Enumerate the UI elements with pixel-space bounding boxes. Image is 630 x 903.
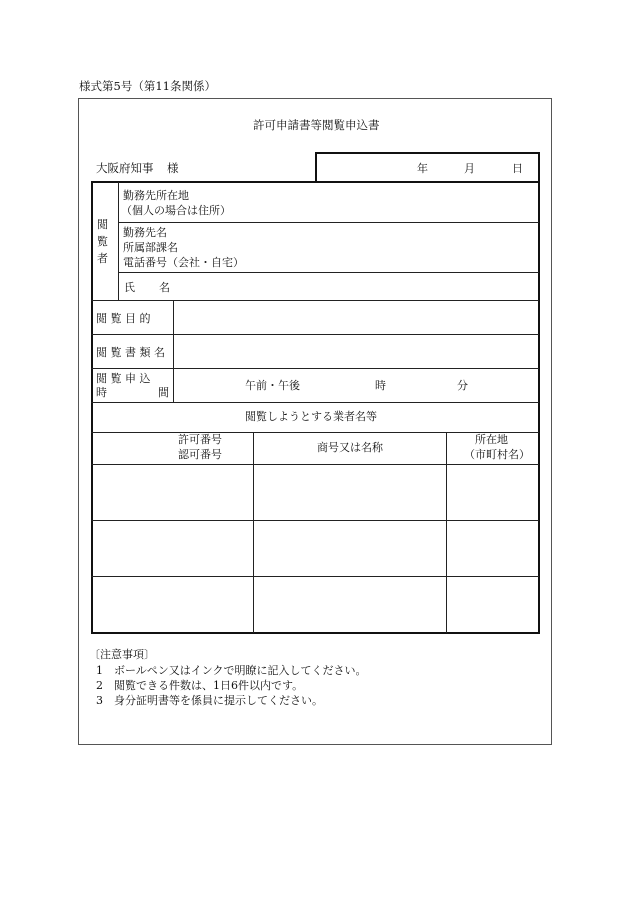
row-line-addressee: [91, 181, 540, 183]
col-license-number-2: 認可番号: [178, 448, 222, 461]
reader-label-divider: [118, 182, 119, 300]
note-2-text: 閲覧できる件数は、1日6件以内です。: [114, 679, 304, 692]
date-month: 月: [464, 162, 475, 175]
date-year: 年: [417, 162, 428, 175]
row-line-company-2: [91, 576, 539, 577]
note-1-number: 1: [96, 664, 103, 677]
table-top-right: [316, 152, 540, 154]
note-3-text: 身分証明書等を係員に提示してください。: [114, 694, 323, 707]
time-minute: 分: [457, 379, 468, 392]
note-1-text: ボールペン又はインクで明瞭に記入してください。: [114, 664, 367, 677]
name-label-1: 氏: [124, 281, 135, 294]
reader-label-1: 閲: [97, 218, 108, 231]
row-line-company-1: [91, 520, 539, 521]
row-line-workplace: [118, 222, 539, 223]
department-label: 所属部課名: [123, 241, 178, 254]
workplace-name-label: 勤務先名: [123, 226, 167, 239]
note-2-number: 2: [96, 679, 103, 692]
reader-label-2: 覧: [97, 235, 108, 248]
time-label-line2a: 時: [96, 386, 107, 399]
time-label-line1: 閲 覧 申 込: [96, 372, 151, 385]
row-line-reader-bottom: [91, 300, 539, 301]
row-line-time: [91, 402, 539, 403]
time-ampm: 午前・午後: [245, 379, 300, 392]
date-box-left: [315, 152, 317, 182]
date-day: 日: [512, 162, 523, 175]
companies-col-divider-1: [253, 432, 254, 633]
purpose-label: 閲 覧 目 的: [96, 312, 151, 325]
form-title: 許可申請書等閲覧申込書: [253, 118, 380, 132]
workplace-address-note: （個人の場合は住所）: [121, 204, 231, 217]
note-3-number: 3: [96, 694, 103, 707]
col-location-1: 所在地: [475, 433, 508, 446]
phone-label: 電話番号（会社・自宅）: [123, 256, 244, 269]
col-license-number-1: 許可番号: [178, 433, 222, 446]
addressee-name: 大阪府知事: [96, 161, 154, 175]
table-left-border: [91, 181, 93, 634]
row-line-companies-header: [91, 464, 539, 465]
table-bottom-border: [91, 632, 540, 634]
row-line-purpose: [91, 334, 539, 335]
doc-type-label: 閲 覧 書 類 名: [96, 346, 165, 359]
name-label-2: 名: [159, 281, 170, 294]
workplace-address-label: 勤務先所在地: [123, 189, 189, 202]
reader-label-3: 者: [97, 252, 108, 265]
companies-col-divider-2: [446, 432, 447, 633]
col-location-2: （市町村名）: [464, 448, 530, 461]
row-line-companies-title: [91, 432, 539, 433]
table-right-border: [538, 152, 540, 634]
col-trade-name: 商号又は名称: [317, 441, 383, 454]
companies-section-title: 閲覧しようとする業者名等: [245, 410, 377, 423]
notes-heading: 〔注意事項〕: [89, 648, 155, 661]
row-line-doctype: [91, 368, 539, 369]
row-line-phone: [118, 272, 539, 273]
label-col-divider: [173, 300, 174, 403]
form-number: 様式第5号（第11条関係）: [79, 79, 216, 93]
time-hour: 時: [375, 379, 386, 392]
time-label-line2b: 間: [158, 386, 169, 399]
addressee-honorific: 様: [167, 161, 179, 175]
